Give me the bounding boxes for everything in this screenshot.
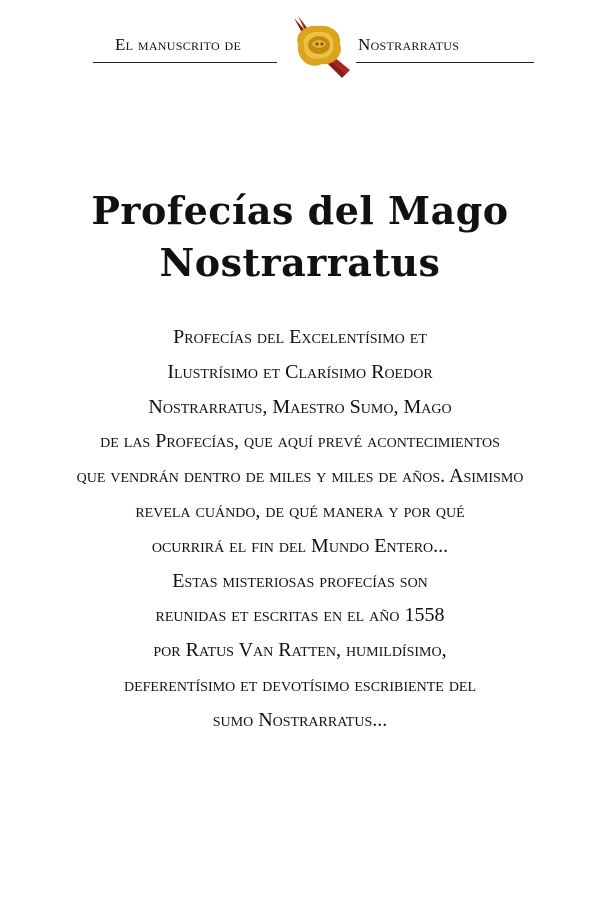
body-line: Nostrarratus, Maestro Sumo, Mago [148, 395, 452, 418]
header-rule-right [356, 62, 534, 63]
body-line: deferentísimo et devotísimo escribiente del [123, 673, 477, 696]
running-header [0, 20, 600, 80]
body-paragraph [30, 320, 570, 738]
wax-seal-icon [284, 14, 352, 80]
header-right-text: Nostrarratus [358, 35, 460, 54]
header-left-text: El manuscrito de [115, 35, 242, 54]
body-line: Ilustrísimo et Clarísimo Roedor [167, 360, 433, 383]
title-line-2: Nostrarratus [159, 240, 441, 285]
page-title [40, 185, 560, 289]
body-line: por Ratus Van Ratten, humildísimo, [153, 639, 447, 662]
body-line: de las Profecías, que aquí prevé acontecimientos [100, 430, 500, 453]
body-line: reunidas et escritas en el año 1558 [155, 604, 445, 627]
body-line: que vendrán dentro de miles y miles de años. Asimismo [76, 465, 524, 488]
body-line: revela cuándo, de qué manera y por qué [135, 499, 465, 522]
header-rule-left [93, 62, 277, 63]
title-line-1: Profecías del Mago [91, 188, 509, 233]
body-line: ocurrirá el fin del Mundo Entero... [151, 534, 449, 557]
body-line: Profecías del Excelentísimo et [173, 326, 427, 348]
body-line: sumo Nostrarratus... [212, 708, 388, 731]
body-line: Estas misteriosas profecías son [172, 569, 428, 592]
